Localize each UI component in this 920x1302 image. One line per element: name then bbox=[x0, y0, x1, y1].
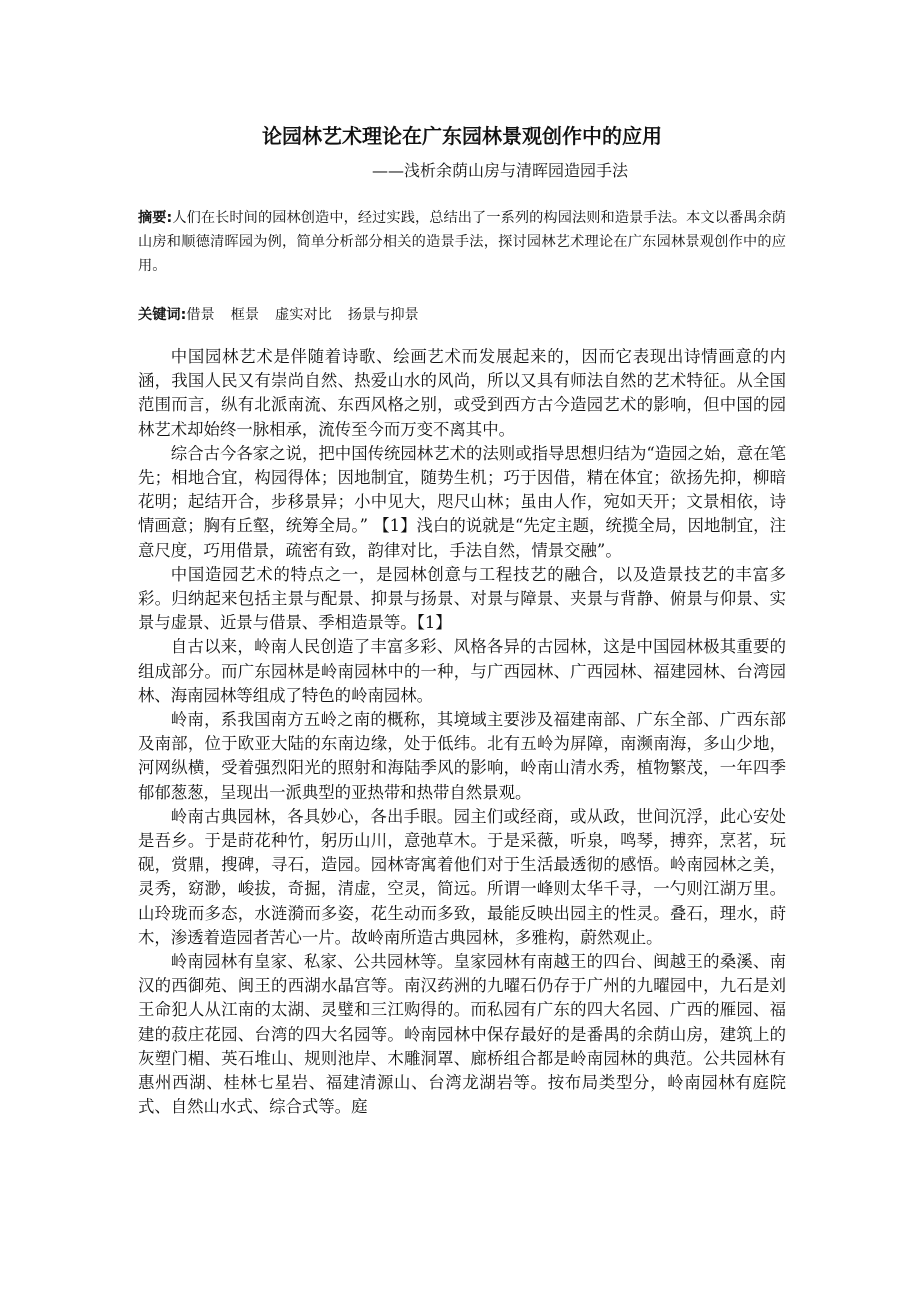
body-paragraph: 中国园林艺术是伴随着诗歌、绘画艺术而发展起来的，因而它表现出诗情画意的内涵，我国人民又有崇尚自然、热爱山水的风尚，所以又具有师法自然的艺术特征。从全国范围而言，纵有北派南流、东西风格之别，或受到西方古今造园艺术的影响，但中国的园林艺术却始终一脉相承，流传至今而万变不离其中。 bbox=[138, 347, 786, 439]
body-paragraph: 中国造园艺术的特点之一，是园林创意与工程技艺的融合，以及造景技艺的丰富多彩。归纳起来包括主景与配景、抑景与扬景、对景与障景、夹景与背静、俯景与仰景、实景与虚景、近景与借景、季相造景等。【1】 bbox=[138, 564, 786, 633]
keywords bbox=[138, 303, 786, 327]
body-paragraph: 岭南古典园林，各具妙心，各出手眼。园主们或经商，或从政，世间沉浮，此心安处是吾乡。于是莳花种竹，躬历山川，意弛草木。于是采薇，听泉，鸣琴，搏弈，烹茗，玩砚，赏鼎，搜碑，寻石，造园。园林寄寓着他们对于生活最透彻的感悟。岭南园林之美，灵秀，窈渺，峻拔，奇掘，清虚，空灵，简远。所谓一峰则太华千寻，一勺则江湖万里。山玲珑而多态，水涟漪而多姿，花生动而多致，最能反映出园主的性灵。叠石，理水，莳木，渗透着造园者苦心一片。故岭南所造古典园林，多雅构，蔚然观止。 bbox=[138, 806, 786, 947]
body-paragraph: 综合古今各家之说，把中国传统园林艺术的法则或指导思想归结为“造园之始，意在笔先；相地合宜，构园得体；因地制宜，随势生机；巧于因借，精在体宜；欲扬先抑，柳暗花明；起结开合，步移景异；小中见大，咫尺山林；虽由人作，宛如天开；文景相依，诗情画意；胸有丘壑，统筹全局。” 【1】浅白的说就是“先定主题，统揽全局，因地制宜，注意尺度，巧用借景，疏密有致，韵律对比，手法自然，情景交融”。 bbox=[138, 443, 786, 560]
paper-title: 论园林艺术理论在广东园林景观创作中的应用 bbox=[262, 124, 662, 148]
abstract-text: 人们在长时间的园林创造中，经过实践，总结出了一系列的构园法则和造景手法。本文以番禺余荫山房和顺德清晖园为例，简单分析部分相关的造景手法，探讨园林艺术理论在广东园林景观创作中的应用。 bbox=[138, 210, 786, 274]
abstract bbox=[138, 206, 786, 278]
keyword: 扬景与抑景 bbox=[347, 307, 419, 323]
body-paragraph: 岭南，系我国南方五岭之南的概称，其境域主要涉及福建南部、广东全部、广西东部及南部，位于欧亚大陆的东南边缘，处于低纬。北有五岭为屏障，南濒南海，多山少地，河网纵横，受着强烈阳光的照射和海陆季风的影响，岭南山清水秀，植物繁茂，一年四季郁郁葱葱，呈现出一派典型的亚热带和热带自然景观。 bbox=[138, 710, 786, 802]
body-paragraph: 自古以来，岭南人民创造了丰富多彩、风格各异的古园林，这是中国园林极其重要的组成部分。而广东园林是岭南园林中的一种，与广西园林、广西园林、福建园林、台湾园林、海南园林等组成了特色的岭南园林。 bbox=[138, 637, 786, 705]
abstract-label: 摘要: bbox=[138, 210, 173, 226]
body-text bbox=[138, 345, 786, 1120]
keyword: 框景 bbox=[230, 307, 260, 323]
body-paragraph: 岭南园林有皇家、私家、公共园林等。皇家园林有南越王的四台、闽越王的桑溪、南汉的西御苑、闽王的西湖水晶宫等。南汉药洲的九曜石仍存于广州的九曜园中，九石是刘王命犯人从江南的太湖、灵璧和三江购得的。而私园有广东的四大名园、广西的雁园、福建的菽庄花园、台湾的四大名园等。岭南园林中保存最好的是番禺的余荫山房，建筑上的灰塑门楣、英石堆山、规则池岸、木雕洞罩、廊桥组合都是岭南园林的典范。公共园林有惠州西湖、桂林七星岩、福建清源山、台湾龙湖岩等。按布局类型分，岭南园林有庭院式、自然山水式、综合式等。庭 bbox=[138, 952, 786, 1117]
keywords-label: 关键词: bbox=[138, 307, 187, 323]
paper-subtitle: ——浅析余荫山房与清晖园造园手法 bbox=[371, 161, 628, 180]
keyword: 借景 bbox=[186, 307, 215, 323]
keyword: 虚实对比 bbox=[275, 307, 332, 323]
